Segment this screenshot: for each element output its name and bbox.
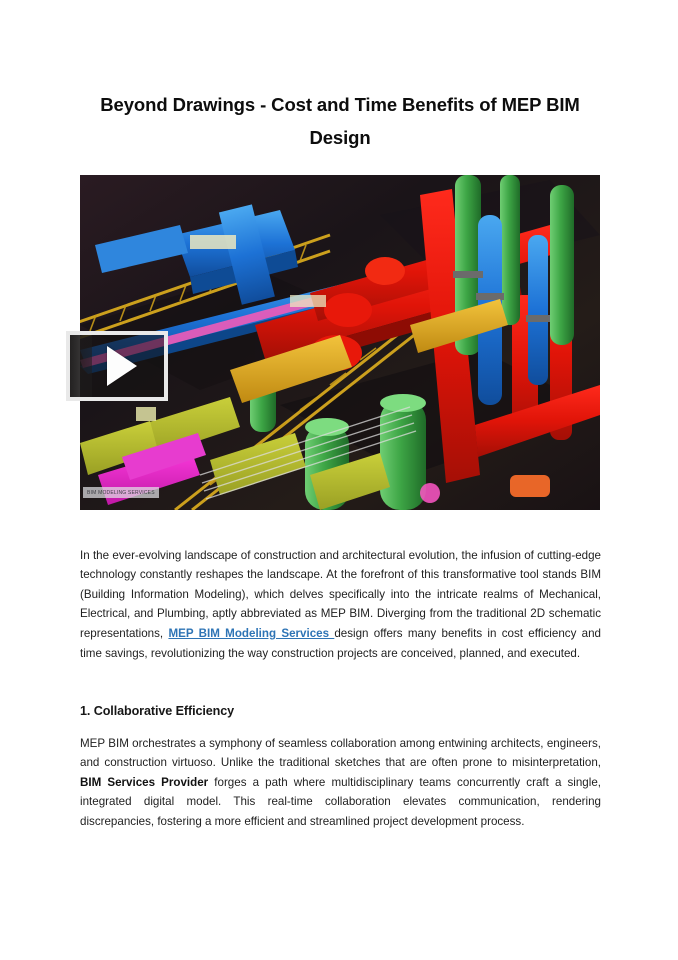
intro-paragraph xyxy=(80,546,601,664)
play-icon xyxy=(107,346,137,386)
video-play-button[interactable] xyxy=(66,331,168,401)
page-title: Beyond Drawings - Cost and Time Benefits of MEP BIM Design xyxy=(100,94,580,149)
section1-text-part-2: forges a path where multidisciplinary teams concurrently craft a single, integrated digital model. This real-time collaboration elevates communication, rendering discrepancies, fostering a more efficient and streamlined project development process. xyxy=(80,775,602,828)
section1-text-part-1: MEP BIM orchestrates a symphony of seamless collaboration among entwining architects, engineers, and construction virtuoso. Unlike the traditional sketches that are often prone to misinterpretation, xyxy=(80,736,601,770)
intro-text-part-2: design offers many benefits in cost efficiency and time savings, revolutionizing the way construction projects are conceived, planned, and executed. xyxy=(80,626,602,660)
image-watermark: BIM MODELING SERVICES xyxy=(83,487,159,498)
video-figure[interactable] xyxy=(80,175,600,510)
section-heading-collaborative-efficiency: 1. Collaborative Efficiency xyxy=(80,704,235,719)
collaborative-efficiency-paragraph xyxy=(80,734,601,832)
intro-text-part-1: In the ever-evolving landscape of construction and architectural evolution, the infusion of cutting-edge technology constantly reshapes the landscape. At the forefront of this transformative tool stands BIM (Building Information Modeling), which delves specifically into the intricate realms of Mechanical, Electrical, and Plumbing, aptly abbreviated as MEP BIM. Diverging from the traditional 2D schematic representations, xyxy=(80,548,601,640)
bim-services-provider-emphasis: BIM Services Provider xyxy=(80,775,209,789)
mep-bim-modeling-services-link[interactable]: MEP BIM Modeling Services xyxy=(168,626,335,640)
